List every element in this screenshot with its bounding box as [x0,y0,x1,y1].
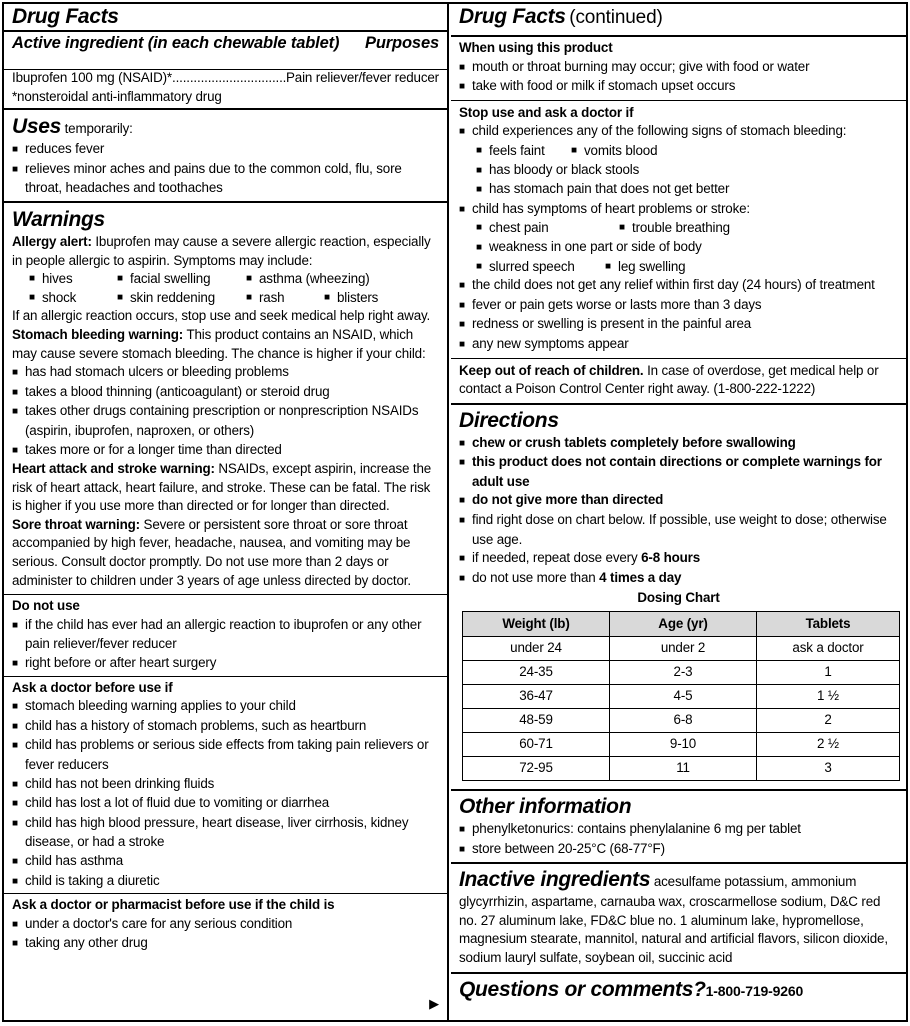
bleeding-sign: ■ feels faint [476,142,571,161]
active-ingredient-section [4,4,447,70]
dosing-chart-title: Dosing Chart [637,590,720,606]
allergy-alert [12,233,439,270]
dosing-row [463,637,900,661]
dosing-cell: ask a doctor [757,637,900,661]
dosing-cell: 9-10 [610,733,757,757]
direction-item: ■ find right dose on chart below. If possible, use weight to dose; otherwise use age. [459,511,898,549]
stop-use-item: ■ the child does not get any relief within first day (24 hours) of treatment [459,276,898,296]
direction-repeat-text: if needed, repeat dose every [472,550,638,566]
active-ingredient-body [4,69,447,110]
heart-sign: ■ weakness in one part or side of body [476,238,898,258]
active-ingredient-heading-row [12,32,439,54]
active-ingredient: Ibuprofen 100 mg (NSAID)* [12,70,172,85]
other-info-item: ■ phenylketonurics: contains phenylalanine 6 mg per tablet [459,820,898,840]
when-using-section [451,37,906,101]
ask-doctor-item: ■ child has asthma [12,852,439,872]
ask-doctor-section [4,677,447,895]
heart-text: NSAIDs, except aspirin, increase the risk of heart attack, heart failure, and stroke. These can be fatal. The risk is higher if you use more than directed or for longer than directed. [12,461,432,514]
dosing-cell: 3 [757,757,900,781]
dosing-cell: 6-8 [610,709,757,733]
uses-section [4,110,447,203]
throat-warning [12,516,439,590]
direction-item: ■ this product does not contain directions or complete warnings for adult use [459,453,898,491]
keep-out-text: In case of overdose, get medical help or contact a Poison Control Center right away. (1-800-222-1222) [459,362,879,397]
active-ingredient-heading: Active ingredient (in each chewable tablet) [12,34,340,52]
symptom-item: ■ hives [29,270,117,289]
right-column [451,4,906,1020]
allergy-symptoms-row-2 [12,289,439,308]
heart-sign: ■ trouble breathing [619,219,730,238]
inactive-ingredients-text: acesulfame potassium, ammonium glycyrrhizin, aspartame, carnauba wax, croscarmellose sodium, D&C red no. 27 aluminum lake, FD&C blue no. 1 aluminum lake, hypromellose, magnesium stearate, mannitol, natural and artificial flavors, silicon dioxide, sodium lauryl sulfate, soybean oil, succinic acid [459,874,888,965]
allergy-symptoms-row-1 [12,270,439,289]
questions-phone: 1-800-719-9260 [705,982,804,999]
symptom-item: ■ facial swelling [117,270,246,289]
dosing-row [463,685,900,709]
stop-use-item: ■ any new symptoms appear [459,335,898,355]
stomach-item: ■ takes other drugs containing prescription or nonprescription NSAIDs (aspirin, ibuprofen, naproxen, or others) [12,402,439,440]
purpose-text: Pain reliever/fever reducer [286,70,439,85]
do-not-use-item: ■ if the child has ever had an allergic reaction to ibuprofen or any other pain reliever/fever reducer [12,616,439,654]
symptom-item: ■ asthma (wheezing) [246,270,370,289]
stomach-warning [12,326,439,363]
ask-doctor-item: ■ child is taking a diuretic [12,872,439,892]
symptom-item: ■ rash [246,289,324,308]
questions-heading: Questions or comments? [459,977,706,1001]
other-info-heading: Other information [459,795,632,819]
dosing-cell: 72-95 [463,757,610,781]
dosing-header-age: Age (yr) [610,612,757,637]
heart-signs-row [459,219,898,238]
dosing-cell: under 24 [463,637,610,661]
dosing-header-tablets: Tablets [757,612,900,637]
dosing-cell: 1 [757,661,900,685]
direction-item: ■ do not give more than directed [459,491,898,511]
heart-warning [12,460,439,516]
drug-facts-panel [2,2,908,1022]
direction-max-times: 4 times a day [599,569,682,585]
dosing-cell: 1 ½ [757,685,900,709]
symptom-item: ■ blisters [324,289,378,308]
other-info-section [451,791,906,864]
stop-use-section [451,101,906,359]
direction-item: ■ chew or crush tablets completely before swallowing [459,434,898,454]
bleeding-sign: ■ has stomach pain that does not get better [476,180,898,200]
direction-max [459,569,898,589]
leader-dots: ................................ [172,70,286,85]
do-not-use-heading: Do not use [12,598,80,614]
direction-max-text: do not use more than [472,569,596,585]
bleeding-sign: ■ vomits blood [571,142,657,161]
ask-pharmacist-section [4,894,447,954]
stop-use-item: ■ child experiences any of the following signs of stomach bleeding: [459,122,898,142]
dosing-cell: 2-3 [610,661,757,685]
dosing-cell: 2 [757,709,900,733]
left-column [4,4,449,1020]
dosing-row [463,661,900,685]
ask-doctor-item: ■ child has a history of stomach problems, such as heartburn [12,717,439,737]
ask-pharmacist-heading: Ask a doctor or pharmacist before use if the child is [12,897,335,913]
allergy-after: If an allergic reaction occurs, stop use and seek medical help right away. [12,308,431,324]
symptom-item: ■ skin reddening [117,289,246,308]
stop-use-item: ■ child has symptoms of heart problems or stroke: [459,200,898,220]
bleeding-sign: ■ has bloody or black stools [476,161,898,181]
when-using-item: ■ mouth or throat burning may occur; give with food or water [459,58,898,78]
directions-heading: Directions [459,408,559,432]
continued-label: (continued) [569,7,663,28]
heart-sign: ■ chest pain [476,219,619,238]
questions-section [451,974,906,1003]
ask-doctor-item: ■ stomach bleeding warning applies to your child [12,697,439,717]
allergy-text: Ibuprofen may cause a severe allergic reaction, especially in people allergic to aspirin. Symptoms may include: [12,233,431,268]
stomach-text: This product contains an NSAID, which may cause severe stomach bleeding. The chance is higher if your child: [12,326,426,361]
continued-arrow-icon: ▶ [429,996,439,1012]
throat-text: Severe or persistent sore throat or sore throat accompanied by high fever, headache, nausea, and vomiting may be serious. Consult doctor promptly. Do not use more than 2 days or administer to children under 3 years of age unless directed by doctor. [12,516,411,588]
direction-repeat-interval: 6-8 hours [641,550,701,566]
warnings-heading: Warnings [12,207,105,231]
dosing-row [463,733,900,757]
uses-intro: temporarily: [64,121,133,137]
dosing-cell: 48-59 [463,709,610,733]
ask-doctor-item: ■ child has high blood pressure, heart disease, liver cirrhosis, kidney disease, or had a stroke [12,814,439,852]
stomach-item: ■ takes more or for a longer time than directed [12,441,439,461]
when-using-heading: When using this product [459,40,613,55]
dosing-cell: under 2 [610,637,757,661]
heart-sign: ■ slurred speech [476,258,605,277]
dosing-chart-table [462,611,900,781]
bleeding-signs-row [459,142,898,161]
right-header [451,4,906,37]
uses-heading: Uses [12,115,62,139]
dosing-header-row [463,612,900,637]
dosing-cell: 11 [610,757,757,781]
other-info-item: ■ store between 20-25°C (68-77°F) [459,840,898,860]
heart-sign: ■ leg swelling [605,258,685,277]
stomach-item: ■ takes a blood thinning (anticoagulant) or steroid drug [12,383,439,403]
nsaid-footnote: *nonsteroidal anti-inflammatory drug [12,88,222,104]
stop-use-heading: Stop use and ask a doctor if [459,104,634,120]
ask-pharmacist-item: ■ taking any other drug [12,934,439,954]
ask-doctor-item: ■ child has problems or serious side effects from taking pain relievers or fever reducers [12,736,439,774]
keep-out-section [451,359,906,405]
inactive-ingredients-heading: Inactive ingredients [459,868,651,892]
dosing-cell: 60-71 [463,733,610,757]
direction-repeat [459,549,898,569]
use-item: ■ reduces fever [12,140,439,160]
dosing-cell: 2 ½ [757,733,900,757]
inactive-ingredients-section [451,864,906,973]
stomach-item: ■ has had stomach ulcers or bleeding problems [12,363,439,383]
use-item: ■ relieves minor aches and pains due to the common cold, flu, sore throat, headaches and toothaches [12,160,439,198]
dosing-cell: 24-35 [463,661,610,685]
ask-doctor-item: ■ child has not been drinking fluids [12,775,439,795]
dosing-row [463,709,900,733]
purposes-heading: Purposes [365,34,439,52]
heart-signs-row-2 [459,258,898,277]
do-not-use-item: ■ right before or after heart surgery [12,654,439,674]
stop-use-item: ■ redness or swelling is present in the painful area [459,315,898,335]
drug-facts-title: Drug Facts [4,4,447,32]
throat-label: Sore throat warning: [12,516,140,532]
dosing-cell: 36-47 [463,685,610,709]
do-not-use-section [4,595,447,676]
dosing-row [463,757,900,781]
ask-pharmacist-item: ■ under a doctor's care for any serious condition [12,915,439,935]
active-ingredient-line [12,69,439,88]
when-using-item: ■ take with food or milk if stomach upset occurs [459,77,898,97]
ask-doctor-heading: Ask a doctor before use if [12,679,173,695]
stop-use-item: ■ fever or pain gets worse or lasts more than 3 days [459,296,898,316]
heart-label: Heart attack and stroke warning: [12,461,215,477]
keep-out-label: Keep out of reach of children. [459,362,644,378]
dosing-cell: 4-5 [610,685,757,709]
warnings-section [4,203,447,595]
allergy-label: Allergy alert: [12,233,92,249]
directions-section [451,405,906,791]
dosing-header-weight: Weight (lb) [463,612,610,637]
drug-facts-continued-title: Drug Facts [459,5,566,28]
symptom-item: ■ shock [29,289,117,308]
ask-doctor-item: ■ child has lost a lot of fluid due to vomiting or diarrhea [12,794,439,814]
stomach-label: Stomach bleeding warning: [12,326,184,342]
uses-heading-line [12,114,439,140]
